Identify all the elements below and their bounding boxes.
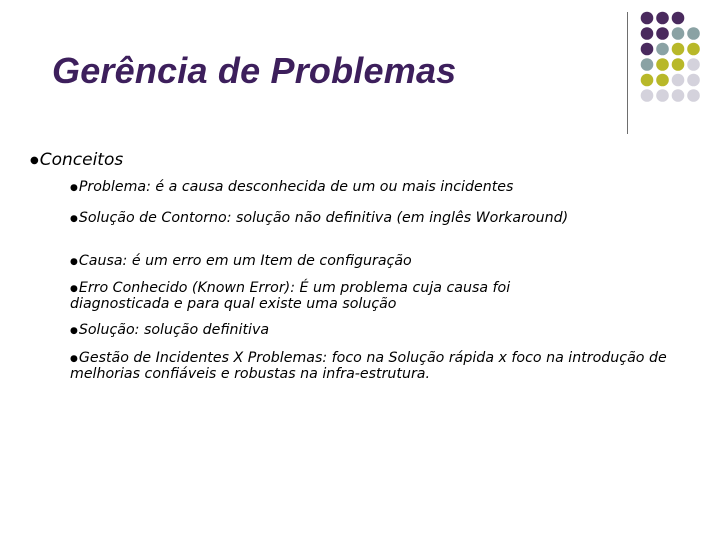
decorative-dot	[656, 74, 669, 87]
decorative-dot	[641, 43, 654, 56]
decorative-dot	[687, 43, 700, 56]
slide-title: Gerência de Problemas	[52, 50, 457, 91]
list-item	[70, 323, 670, 339]
bullet-dot-icon: ●	[30, 155, 39, 166]
decorative-dot	[641, 89, 654, 102]
decorative-dot	[672, 12, 685, 25]
decorative-dot	[687, 74, 700, 87]
decorative-dot	[672, 43, 685, 56]
decorative-dot	[641, 58, 654, 71]
bullet-dot-icon: ●	[70, 183, 78, 193]
bullet-dot-icon: ●	[70, 326, 78, 336]
decorative-dot	[672, 74, 685, 87]
decorative-dot	[687, 27, 700, 40]
bullet-dot-icon: ●	[70, 214, 78, 224]
bullet-level1-text: Conceitos	[39, 150, 124, 170]
list-item-text: Problema: é a causa desconhecida de um ou mais incidentes	[78, 179, 514, 195]
list-item-text: Causa: é um erro em um Item de configuração	[78, 253, 412, 269]
list-item	[70, 254, 670, 270]
list-item	[70, 281, 590, 312]
decorative-dot	[656, 43, 669, 56]
list-item-text: Gestão de Incidentes X Problemas: foco na Solução rápida x foco na introdução de melhorias confiáveis e robustas na infra-estrutura.	[70, 350, 667, 382]
decorative-dot	[656, 58, 669, 71]
list-item-text: Solução de Contorno: solução não definitiva (em inglês Workaround)	[78, 210, 569, 226]
decorative-dot	[656, 89, 669, 102]
divider-line	[627, 12, 628, 134]
bullet-dot-icon: ●	[70, 284, 78, 294]
bullet-level1	[30, 150, 123, 170]
decorative-dot	[641, 74, 654, 87]
list-item-text: Solução: solução definitiva	[78, 322, 270, 338]
bullet-dot-icon: ●	[70, 354, 78, 364]
decorative-dot	[641, 12, 654, 25]
decorative-dot	[687, 89, 700, 102]
list-item	[70, 351, 670, 382]
decorative-dot	[672, 58, 685, 71]
list-item-text: Erro Conhecido (Known Error): É um problema cuja causa foi diagnosticada e para qual existe uma solução	[70, 280, 511, 312]
decorative-dot	[641, 27, 654, 40]
decorative-dot	[656, 27, 669, 40]
decorative-dot	[656, 12, 669, 25]
list-item	[70, 180, 670, 196]
bullet-dot-icon: ●	[70, 257, 78, 267]
decorative-dot	[672, 27, 685, 40]
decorative-dot	[672, 89, 685, 102]
decorative-dot	[687, 58, 700, 71]
list-item	[70, 211, 570, 227]
